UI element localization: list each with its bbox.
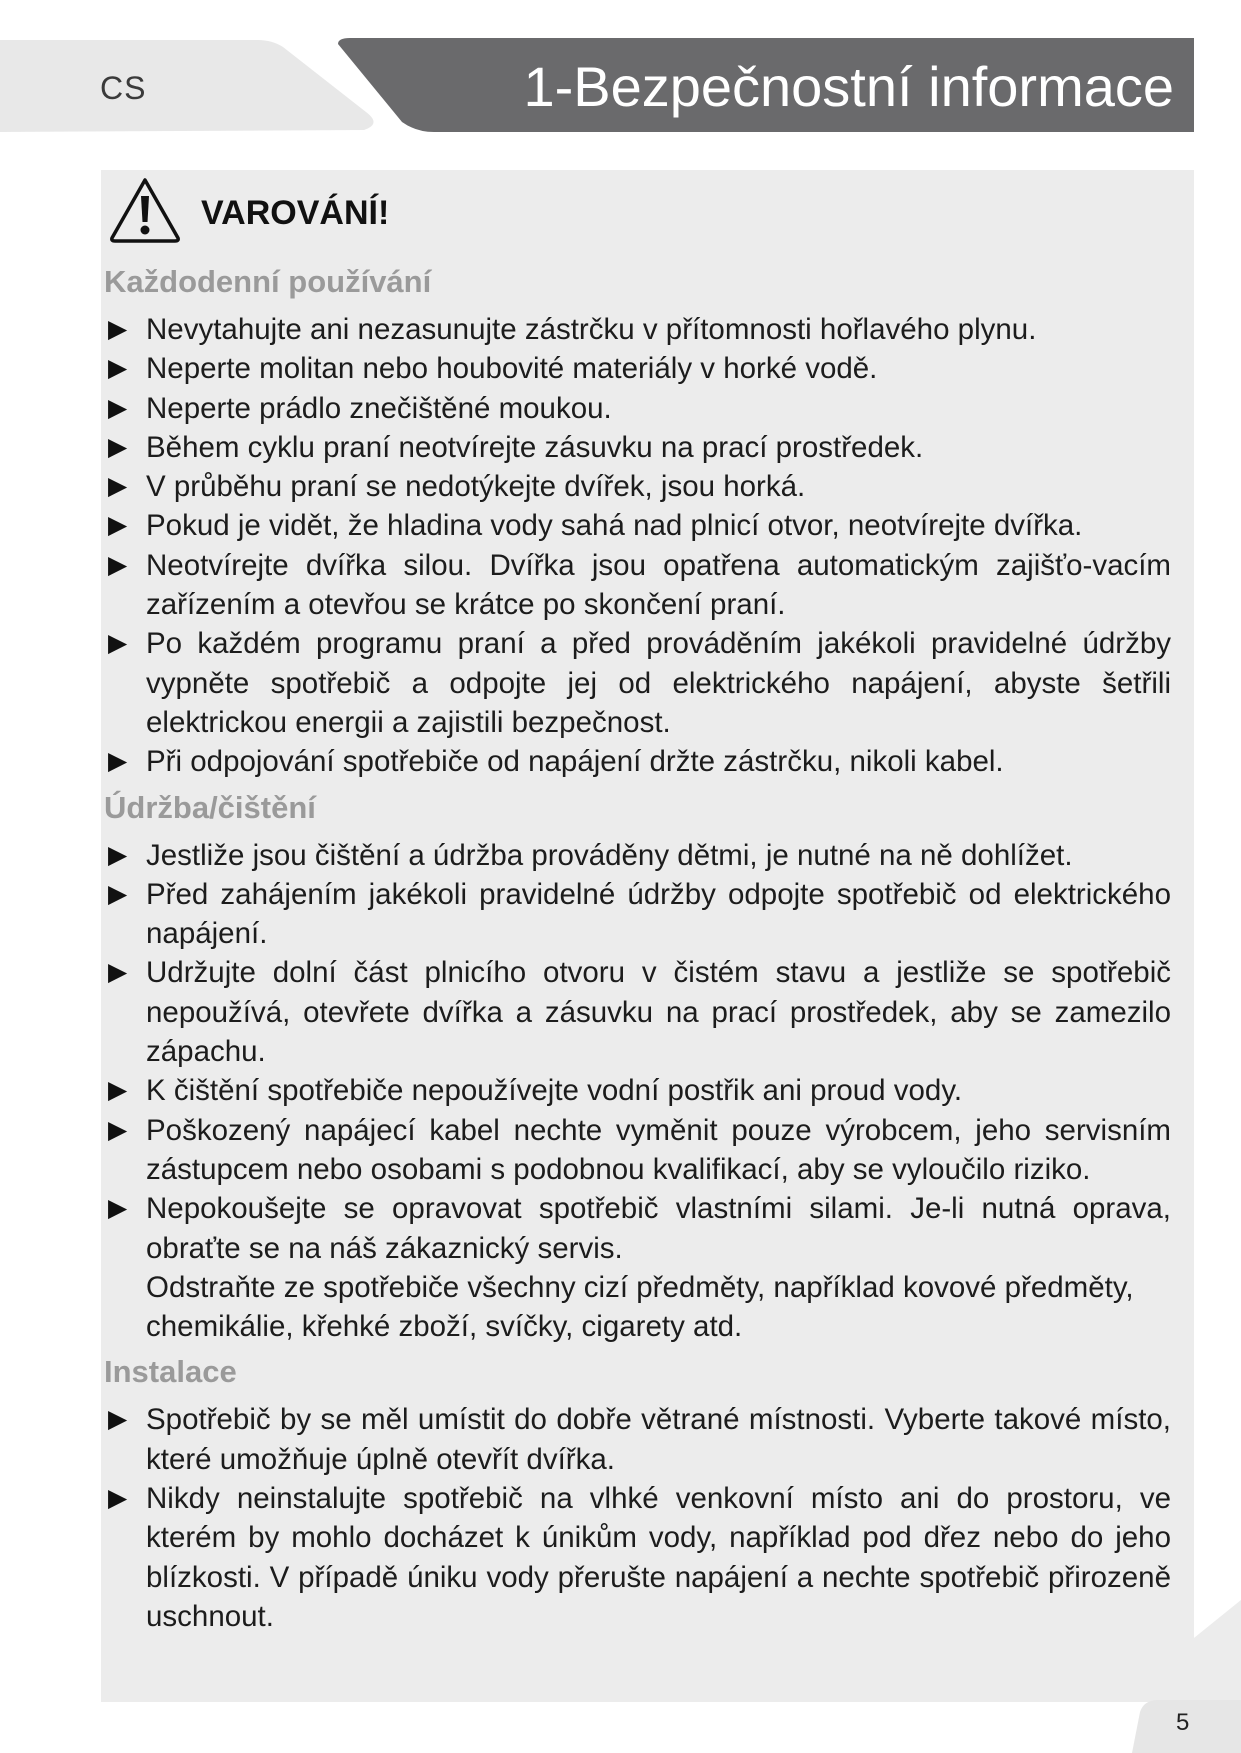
title-bar	[338, 38, 1194, 132]
page-number: 5	[1176, 1709, 1190, 1736]
bullet-triangle-icon: ▶	[108, 1115, 128, 1144]
list-item	[104, 1400, 1171, 1479]
bullet-triangle-icon: ▶	[108, 315, 128, 343]
item-text: Neperte molitan nebo houbovité materiály v horké vodě.	[146, 352, 878, 386]
bullet-triangle-icon: ▶	[108, 958, 128, 987]
list-item	[104, 953, 1171, 1071]
section-items	[104, 1400, 1171, 1636]
section-daily-use	[104, 264, 1171, 782]
safety-content	[104, 256, 1171, 1636]
section-items	[104, 836, 1171, 1347]
warning-label: VAROVÁNÍ!	[201, 194, 390, 232]
list-item	[104, 836, 1171, 875]
language-code: CS	[100, 70, 147, 106]
item-text: Při odpojování spotřebiče od napájení držte zástrčku, nikoli kabel.	[146, 745, 1004, 779]
warning-triangle-icon	[109, 176, 181, 244]
list-item	[104, 546, 1171, 625]
bullet-triangle-icon: ▶	[108, 393, 128, 422]
item-text: Před zahájením jakékoli pravidelné údržby odpojte spotřebič od elektrického napájení.	[146, 877, 1171, 951]
item-text: Udržujte dolní část plnicího otvoru v čistém stavu a jestliže se spotřebič nepoužívá, otevřete dvířka a zásuvku na prací prostředek, aby se zamezilo zápachu.	[146, 956, 1171, 1069]
item-text: Jestliže jsou čištění a údržba prováděny dětmi, je nutné na ně dohlížet.	[146, 838, 1073, 872]
bullet-triangle-icon: ▶	[108, 1405, 128, 1434]
list-item	[104, 624, 1171, 742]
item-text: K čištění spotřebiče nepoužívejte vodní postřik ani proud vody.	[146, 1074, 963, 1108]
list-item	[104, 875, 1171, 954]
list-item	[104, 310, 1171, 349]
list-item	[104, 1071, 1171, 1110]
item-text: Nevytahujte ani nezasunujte zástrčku v přítomnosti hořlavého plynu.	[146, 313, 1037, 346]
bullet-triangle-icon: ▶	[108, 879, 128, 908]
list-item	[104, 349, 1171, 388]
section-heading: Instalace	[104, 1354, 237, 1390]
item-text: Neotvírejte dvířka silou. Dvířka jsou opatřena automatickým zajišťo-vacím zařízením a otevřou se krátce po skončení praní.	[146, 548, 1171, 622]
section-heading: Každodenní používání	[104, 264, 432, 299]
bullet-triangle-icon: ▶	[108, 629, 128, 658]
item-text: Pokud je vidět, že hladina vody sahá nad plnicí otvor, neotvírejte dvířka.	[146, 509, 1083, 543]
list-item	[104, 506, 1171, 545]
section-maintenance-cleaning	[104, 790, 1171, 1347]
item-text: Nikdy neinstalujte spotřebič na vlhké venkovní místo ani do prostoru, ve kterém by mohlo docházet k únikům vody, například pod dřez nebo do jeho blízkosti. V případě úniku vody přerušte napájení a nechte spotřebič přirozeně uschnout.	[146, 1482, 1171, 1633]
item-text: V průběhu praní se nedotýkejte dvířek, jsou horká.	[146, 470, 806, 504]
bullet-triangle-icon: ▶	[108, 432, 128, 461]
warning-panel	[101, 170, 1194, 1702]
bullet-triangle-icon: ▶	[108, 747, 128, 776]
list-item	[104, 742, 1171, 781]
list-item	[104, 1111, 1171, 1190]
page-title: 1-Bezpečnostní informace	[523, 55, 1174, 118]
item-text: Po každém programu praní a před prováděním jakékoli pravidelné údržby vypněte spotřebič a odpojte jej od elektrického napájení, abyste šetřili elektrickou energii a zajistili bezpečnost.	[146, 627, 1171, 739]
item-text: Během cyklu praní neotvírejte zásuvku na prací prostředek.	[146, 430, 924, 464]
bullet-triangle-icon: ▶	[108, 550, 128, 579]
list-item	[104, 467, 1171, 506]
item-text-continuation: Odstraňte ze spotřebiče všechny cizí předměty, například kovové předměty, chemikálie, křehké zboží, svíčky, cigarety atd.	[146, 1270, 1134, 1344]
bullet-triangle-icon: ▶	[108, 1484, 128, 1513]
section-installation	[104, 1354, 1171, 1636]
list-item	[104, 1479, 1171, 1636]
bullet-triangle-icon: ▶	[108, 472, 128, 501]
bullet-triangle-icon: ▶	[108, 1194, 128, 1223]
list-item	[104, 428, 1171, 467]
section-items	[104, 310, 1171, 782]
bullet-triangle-icon: ▶	[108, 840, 128, 869]
list-item	[104, 1189, 1171, 1346]
item-text: Nepokoušejte se opravovat spotřebič vlastními silami. Je-li nutná oprava, obraťte se na náš zákaznický servis.	[146, 1192, 1171, 1265]
section-heading: Údržba/čištění	[104, 789, 316, 825]
list-item	[104, 389, 1171, 428]
item-text: Poškozený napájecí kabel nechte vyměnit pouze výrobcem, jeho servisním zástupcem nebo osobami s podobnou kvalifikací, aby se vyloučilo riziko.	[146, 1113, 1171, 1186]
bullet-triangle-icon: ▶	[108, 1076, 128, 1105]
bullet-triangle-icon: ▶	[108, 511, 128, 540]
bullet-triangle-icon: ▶	[108, 354, 128, 383]
item-text: Spotřebič by se měl umístit do dobře větrané místnosti. Vyberte takové místo, které umožňuje úplně otevřít dvířka.	[146, 1403, 1171, 1476]
item-text: Neperte prádlo znečištěné moukou.	[146, 391, 612, 425]
